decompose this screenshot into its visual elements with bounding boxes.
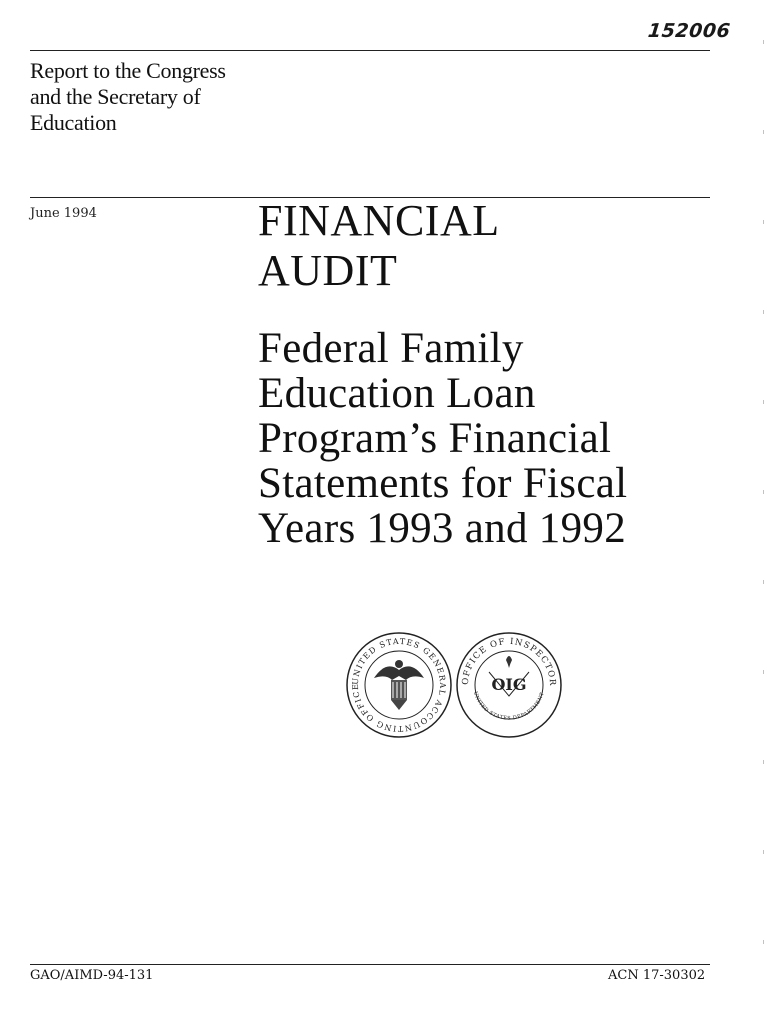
recipient-line-3: Education xyxy=(30,110,117,135)
agency-seals xyxy=(344,630,564,740)
report-title-line-5: Years 1993 and 1992 xyxy=(258,505,627,552)
oig-seal-text: OFFICE OF INSPECTOR xyxy=(460,636,558,687)
series-title-line-2: AUDIT xyxy=(258,246,398,295)
report-title-line-4: Statements for Fiscal xyxy=(258,460,628,507)
oig-seal-bottom-text: UNITED STATES DEPARTMENT xyxy=(471,690,546,722)
publication-date: June 1994 xyxy=(30,206,97,221)
report-title-line-3: Program’s Financial xyxy=(258,415,612,462)
gao-seal-text: UNITED STATES GENERAL ACCOUNTING OFFICE xyxy=(350,636,448,734)
seals-graphic xyxy=(344,630,564,740)
recipient-line-2: and the Secretary of xyxy=(30,84,201,109)
report-number: GAO/AIMD-94-131 xyxy=(30,968,154,983)
series-title-line-1: FINANCIAL xyxy=(258,196,500,245)
report-title-line-2: Education Loan xyxy=(258,370,536,417)
top-rule xyxy=(30,50,710,51)
scan-edge-artifact xyxy=(763,0,764,1024)
bottom-rule xyxy=(30,964,710,965)
recipient-block xyxy=(30,58,290,136)
acn-number: ACN 17-30302 xyxy=(608,968,706,983)
handwritten-document-number: 152006 xyxy=(646,20,732,42)
report-title-line-1: Federal Family xyxy=(258,325,524,372)
oig-seal-center-text: OIG xyxy=(491,675,527,694)
gao-seal-icon xyxy=(347,633,451,737)
recipient-line-1: Report to the Congress xyxy=(30,58,226,83)
series-title xyxy=(258,196,500,296)
report-title xyxy=(258,326,728,551)
